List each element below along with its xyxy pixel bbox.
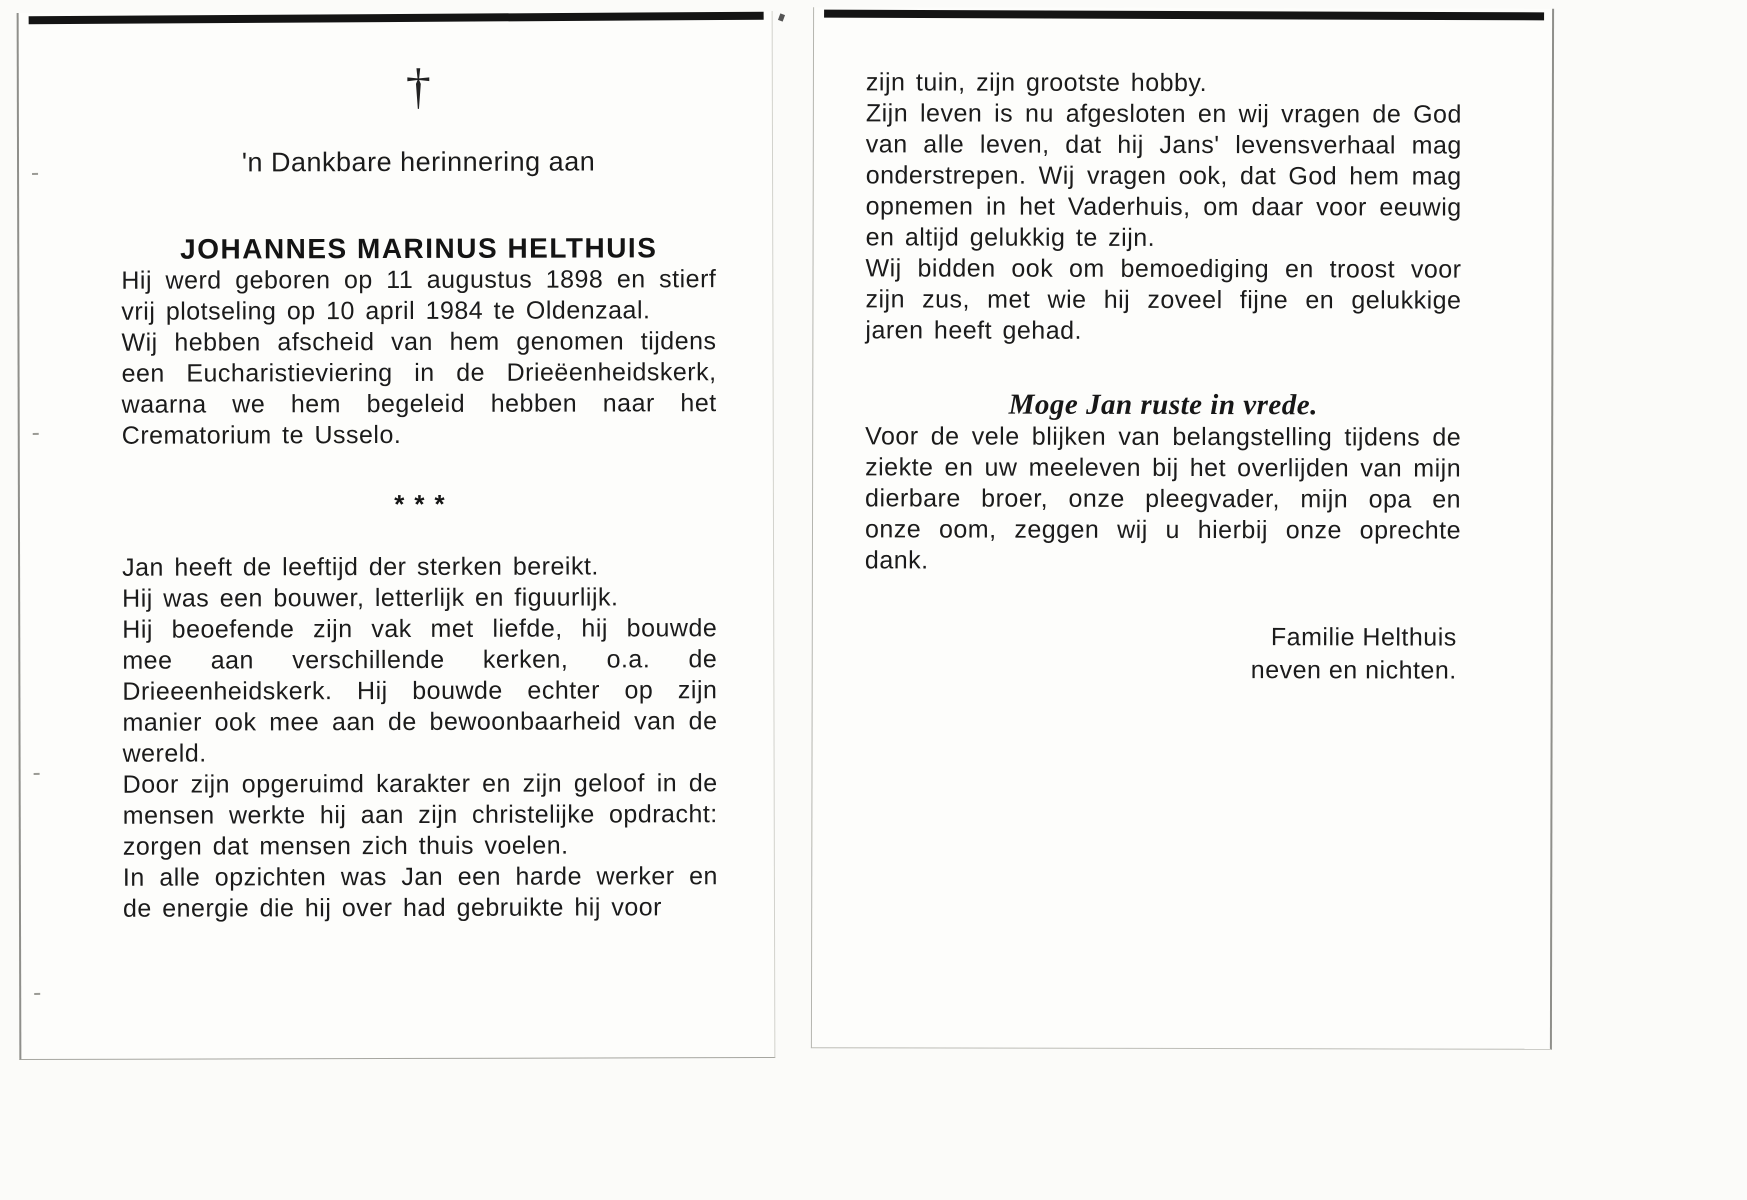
scan-edge-tick bbox=[32, 173, 38, 175]
right-page-text-column bbox=[865, 67, 1462, 687]
eulogy-paragraph: Door zijn opgeruimd karakter en zijn geloof in de mensen werkte hij aan zijn christelijke opdracht: zorgen dat mensen zich thuis voelen. bbox=[122, 769, 718, 861]
eulogy-continuation-paragraph: zijn tuin, zijn grootste hobby. bbox=[865, 68, 1208, 98]
rest-in-peace-motto: Moge Jan ruste in vrede. bbox=[1008, 388, 1318, 422]
comfort-paragraph: Wij bidden ook om bemoediging en troost voor zijn zus, met wie hij zoveel fijne en gelukkige jaren heeft gehad. bbox=[865, 254, 1462, 345]
deceased-name: JOHANNES MARINUS HELTHUIS bbox=[180, 232, 658, 265]
scan-edge-tick bbox=[34, 773, 40, 775]
memorial-intro-line: 'n Dankbare herinnering aan bbox=[241, 146, 596, 178]
left-page-text-column bbox=[121, 55, 718, 925]
acknowledgement-paragraph: Voor de vele blijken van belangstelling tijdens de ziekte en uw meeleven bij het overlijden van mijn dierbare broer, onze pleegvader, mijn opa en onze oom, zeggen wij u hierbij onze oprechte dank. bbox=[864, 422, 1462, 575]
memorial-card-left-page bbox=[17, 11, 776, 1060]
asterisk-separator: *** bbox=[394, 488, 455, 520]
prayer-paragraph: Zijn leven is nu afgesloten en wij vragen de God van alle leven, dat hij Jans' levensverhaal mag onderstrepen. Wij vragen ook, dat God hem mag opnemen in het Vaderhuis, om daar voor eeuwig en altijd gelukkig te zijn. bbox=[865, 99, 1462, 252]
eulogy-paragraph: Hij beoefende zijn vak met liefde, hij bouwde mee aan verschillende kerken, o.a. de Drieeenheidskerk. Hij bouwde echter op zijn manier ook mee aan de bewoonbaarheid van de wereld. bbox=[122, 614, 718, 768]
farewell-paragraph: Wij hebben afscheid van hem genomen tijdens een Eucharistieviering in de Drieëenheidskerk, waarna we hem begeleid hebben naar het Crematorium te Usselo. bbox=[121, 327, 717, 450]
scan-top-edge-right bbox=[824, 10, 1544, 21]
signature-relatives: neven en nichten. bbox=[1250, 656, 1457, 685]
scan-edge-tick bbox=[34, 993, 40, 995]
eulogy-paragraph: Jan heeft de leeftijd der sterken bereikt. bbox=[122, 552, 599, 582]
memorial-card-right-page bbox=[811, 7, 1554, 1050]
scan-speck bbox=[778, 13, 785, 21]
scan-top-edge-left bbox=[29, 12, 764, 24]
eulogy-paragraph: In alle opzichten was Jan een harde werker en de energie die hij over had gebruikte hij voor bbox=[122, 862, 718, 923]
scan-edge-tick bbox=[33, 433, 39, 435]
family-signature bbox=[865, 620, 1461, 687]
eulogy-paragraph: Hij was een bouwer, letterlijk en figuurlijk. bbox=[122, 583, 619, 613]
signature-family-name: Familie Helthuis bbox=[1270, 623, 1457, 652]
cross-icon: † bbox=[405, 57, 431, 114]
birth-death-paragraph: Hij werd geboren op 11 augustus 1898 en stierf vrij plotseling op 10 april 1984 te Oldenzaal. bbox=[121, 265, 717, 326]
